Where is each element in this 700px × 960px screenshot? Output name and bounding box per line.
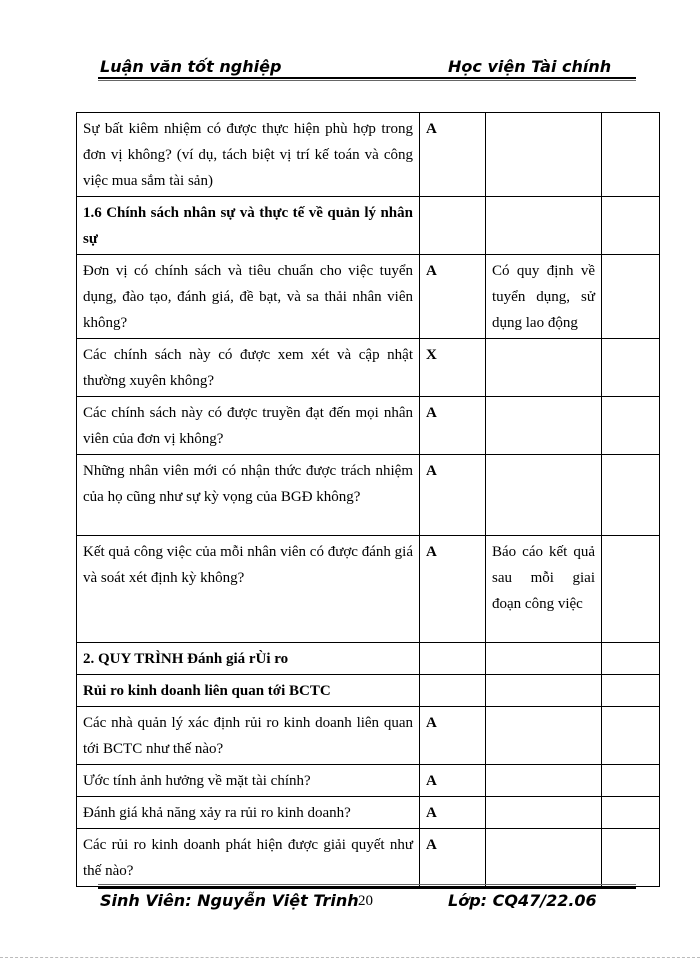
- question-cell: Rủi ro kinh doanh liên quan tới BCTC: [77, 675, 420, 707]
- note-cell: [486, 829, 602, 887]
- extra-cell: [602, 643, 660, 675]
- note-cell: [486, 397, 602, 455]
- table-row: [77, 643, 660, 675]
- note-cell: [486, 707, 602, 765]
- table-row: [77, 765, 660, 797]
- extra-cell: [602, 255, 660, 339]
- header-rule: [98, 77, 636, 79]
- table-row: [77, 536, 660, 643]
- answer-cell: [420, 197, 486, 255]
- extra-cell: [602, 339, 660, 397]
- extra-cell: [602, 113, 660, 197]
- note-cell: Báo cáo kết quả sau mỗi giai đoạn công việc: [486, 536, 602, 643]
- header-rule-thin: [98, 80, 636, 81]
- footer-class: Lớp: CQ47/22.06: [448, 891, 597, 910]
- note-cell: [486, 643, 602, 675]
- answer-cell: X: [420, 339, 486, 397]
- table-row: [77, 707, 660, 765]
- extra-cell: [602, 536, 660, 643]
- question-cell: Đánh giá khả năng xảy ra rủi ro kinh doanh?: [77, 797, 420, 829]
- note-cell: [486, 197, 602, 255]
- table-row: [77, 455, 660, 536]
- question-cell: Kết quả công việc của mỗi nhân viên có được đánh giá và soát xét định kỳ không?: [77, 536, 420, 643]
- answer-cell: A: [420, 765, 486, 797]
- answer-cell: A: [420, 455, 486, 536]
- question-cell: 1.6 Chính sách nhân sự và thực tế về quản lý nhân sự: [77, 197, 420, 255]
- header-institution: Học viện Tài chính: [448, 57, 612, 76]
- answer-cell: A: [420, 536, 486, 643]
- question-cell: Những nhân viên mới có nhận thức được trách nhiệm của họ cũng như sự kỳ vọng của BGĐ không?: [77, 455, 420, 536]
- table-row: [77, 675, 660, 707]
- extra-cell: [602, 829, 660, 887]
- answer-cell: [420, 643, 486, 675]
- extra-cell: [602, 397, 660, 455]
- question-cell: Sự bất kiêm nhiệm có được thực hiện phù hợp trong đơn vị không? (ví dụ, tách biệt vị trí kế toán và công việc mua sắm tài sản): [77, 113, 420, 197]
- answer-cell: [420, 675, 486, 707]
- footer-rule-thin: [98, 884, 636, 885]
- extra-cell: [602, 765, 660, 797]
- question-cell: Các chính sách này có được truyền đạt đến mọi nhân viên của đơn vị không?: [77, 397, 420, 455]
- extra-cell: [602, 675, 660, 707]
- table-row: [77, 339, 660, 397]
- extra-cell: [602, 197, 660, 255]
- question-cell: Đơn vị có chính sách và tiêu chuẩn cho việc tuyển dụng, đào tạo, đánh giá, đề bạt, và sa thải nhân viên không?: [77, 255, 420, 339]
- note-cell: [486, 113, 602, 197]
- extra-cell: [602, 707, 660, 765]
- question-cell: Ước tính ảnh hưởng về mặt tài chính?: [77, 765, 420, 797]
- note-cell: [486, 675, 602, 707]
- answer-cell: A: [420, 829, 486, 887]
- footer-rule: [98, 887, 636, 889]
- note-cell: [486, 765, 602, 797]
- footer-student-name: Sinh Viên: Nguyễn Việt Trinh: [100, 891, 359, 910]
- answer-cell: A: [420, 113, 486, 197]
- question-cell: Các nhà quản lý xác định rủi ro kinh doanh liên quan tới BCTC như thế nào?: [77, 707, 420, 765]
- answer-cell: A: [420, 397, 486, 455]
- question-cell: Các chính sách này có được xem xét và cập nhật thường xuyên không?: [77, 339, 420, 397]
- page-number: 20: [358, 893, 373, 909]
- note-cell: [486, 455, 602, 536]
- note-cell: [486, 339, 602, 397]
- note-cell: [486, 797, 602, 829]
- table-row: [77, 113, 660, 197]
- table-row: [77, 197, 660, 255]
- answer-cell: A: [420, 707, 486, 765]
- table-row: [77, 397, 660, 455]
- table-row: [77, 829, 660, 887]
- table-row: [77, 797, 660, 829]
- table-row: [77, 255, 660, 339]
- checklist-table: [76, 112, 660, 887]
- answer-cell: A: [420, 255, 486, 339]
- answer-cell: A: [420, 797, 486, 829]
- note-cell: Có quy định về tuyển dụng, sử dụng lao động: [486, 255, 602, 339]
- question-cell: 2. QUY TRÌNH Đánh giá rÙi ro: [77, 643, 420, 675]
- page-edge: [0, 957, 700, 958]
- extra-cell: [602, 797, 660, 829]
- extra-cell: [602, 455, 660, 536]
- header-thesis-title: Luận văn tốt nghiệp: [100, 57, 282, 76]
- question-cell: Các rủi ro kinh doanh phát hiện được giải quyết như thế nào?: [77, 829, 420, 887]
